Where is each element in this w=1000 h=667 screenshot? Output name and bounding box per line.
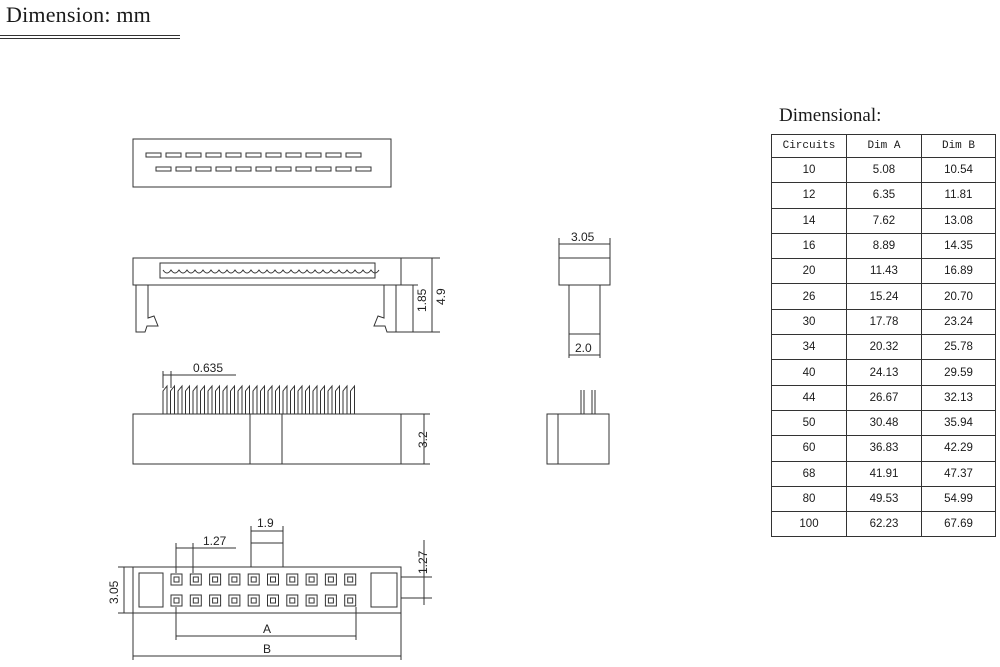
contact-cell: [268, 595, 279, 606]
column-header: Circuits: [772, 135, 847, 158]
table-cell: 32.13: [922, 385, 996, 410]
contact-pin: [193, 598, 198, 603]
table-header-row: [772, 135, 996, 158]
table-cell: 42.29: [922, 436, 996, 461]
contact-pin: [232, 598, 237, 603]
contact-pin: [251, 577, 256, 582]
contact-pin: [213, 598, 218, 603]
table-row: [772, 512, 996, 537]
table-row: [772, 461, 996, 486]
table-cell: 29.59: [922, 360, 996, 385]
contact-cell: [287, 595, 298, 606]
contact-pin: [309, 598, 314, 603]
key-width-label: 1.9: [257, 516, 274, 530]
table-cell: 10: [772, 158, 847, 183]
contact-pin: [271, 598, 276, 603]
pin-tooth: [238, 386, 242, 414]
table-cell: 34: [772, 335, 847, 360]
bottom-view: [118, 526, 432, 660]
pitch-label: 1.27: [203, 534, 227, 548]
contact-cell: [345, 595, 356, 606]
contact-pin: [348, 577, 353, 582]
table-heading: Dimensional:: [779, 105, 882, 126]
pin-tooth: [291, 386, 295, 414]
column-header: Dim A: [847, 135, 922, 158]
right-latch: [374, 285, 396, 332]
dim-a-label: A: [263, 622, 272, 636]
table-cell: 24.13: [847, 360, 922, 385]
row-pitch-label: 1.27: [416, 550, 430, 574]
top-slot: [306, 153, 321, 157]
contact-pin: [213, 577, 218, 582]
contact-pin: [328, 577, 333, 582]
contact-pin: [290, 577, 295, 582]
table-row: [772, 183, 996, 208]
contact-cell: [171, 595, 182, 606]
top-slot: [196, 167, 211, 171]
table-cell: 20.32: [847, 335, 922, 360]
pin-tooth: [313, 386, 317, 414]
top-slot: [346, 153, 361, 157]
pin-tooth: [261, 386, 265, 414]
table-row: [772, 410, 996, 435]
table-cell: 80: [772, 486, 847, 511]
front-view-contacts: [163, 270, 379, 273]
contact-pin: [174, 598, 179, 603]
left-pocket: [139, 573, 163, 607]
table-cell: 100: [772, 512, 847, 537]
table-cell: 36.83: [847, 436, 922, 461]
contact-cell: [229, 595, 240, 606]
contact-pin: [328, 598, 333, 603]
pin-tooth: [178, 386, 182, 414]
table-cell: 68: [772, 461, 847, 486]
contact-cell: [306, 595, 317, 606]
top-slot: [276, 167, 291, 171]
pin-tooth: [328, 386, 332, 414]
top-slot: [166, 153, 181, 157]
contact-pin: [232, 577, 237, 582]
table-row: [772, 233, 996, 258]
top-slot: [226, 153, 241, 157]
dim-b-label: B: [263, 642, 272, 656]
pin-tooth: [298, 386, 302, 414]
table-cell: 44: [772, 385, 847, 410]
table-cell: 17.78: [847, 309, 922, 334]
top-slot: [286, 153, 301, 157]
top-slot: [326, 153, 341, 157]
table-cell: 20: [772, 259, 847, 284]
side-view-neck: [569, 285, 600, 334]
top-slot: [316, 167, 331, 171]
height-b-label: 4.9: [434, 288, 448, 305]
contact-cell: [306, 574, 317, 585]
side-pin-view: [547, 390, 609, 464]
table-cell: 30.48: [847, 410, 922, 435]
table-cell: 7.62: [847, 208, 922, 233]
table-cell: 40: [772, 360, 847, 385]
pin-tooth: [193, 386, 197, 414]
top-slot: [216, 167, 231, 171]
contact-cell: [287, 574, 298, 585]
table-cell: 62.23: [847, 512, 922, 537]
table-cell: 35.94: [922, 410, 996, 435]
front-view-body: [133, 258, 401, 285]
table-cell: 54.99: [922, 486, 996, 511]
table-row: [772, 385, 996, 410]
table-cell: 23.24: [922, 309, 996, 334]
pin-teeth: [163, 386, 355, 414]
table-cell: 20.70: [922, 284, 996, 309]
pin-tooth: [343, 386, 347, 414]
top-slot: [246, 153, 261, 157]
top-view-outline: [133, 139, 391, 187]
contact-cell: [325, 574, 336, 585]
table-cell: 14.35: [922, 233, 996, 258]
table-row: [772, 259, 996, 284]
height-a-label: 1.85: [415, 288, 429, 312]
top-slot: [176, 167, 191, 171]
contact-cell: [345, 574, 356, 585]
side-view-top: [559, 258, 610, 285]
table-cell: 67.69: [922, 512, 996, 537]
contact-pin: [348, 598, 353, 603]
table-cell: 26.67: [847, 385, 922, 410]
contact-pin: [309, 577, 314, 582]
table-row: [772, 158, 996, 183]
table-cell: 10.54: [922, 158, 996, 183]
top-slot: [236, 167, 251, 171]
contact-pin: [251, 598, 256, 603]
side-view: [559, 238, 610, 358]
table-cell: 12: [772, 183, 847, 208]
table-cell: 11.81: [922, 183, 996, 208]
pin-tooth: [306, 386, 310, 414]
table-cell: 11.43: [847, 259, 922, 284]
contact-pin: [271, 577, 276, 582]
pin-tooth: [246, 386, 250, 414]
dimension-table: [771, 134, 996, 537]
contact-cell: [210, 574, 221, 585]
pin-view-body: [133, 414, 401, 464]
contact-grid: [171, 574, 356, 606]
side-pin-body: [547, 414, 609, 464]
side-pin-label: 2.0: [575, 341, 592, 355]
table-cell: 15.24: [847, 284, 922, 309]
pin-tooth: [336, 386, 340, 414]
top-slot: [186, 153, 201, 157]
table-cell: 50: [772, 410, 847, 435]
top-slot: [256, 167, 271, 171]
table-row: [772, 309, 996, 334]
top-slot: [296, 167, 311, 171]
table-cell: 49.53: [847, 486, 922, 511]
contact-pin: [174, 577, 179, 582]
contact-cell: [190, 574, 201, 585]
body-depth-label: 3.05: [107, 580, 121, 604]
contact-cell: [325, 595, 336, 606]
table-row: [772, 436, 996, 461]
top-view: [133, 139, 391, 187]
contact-cell: [248, 595, 259, 606]
table-cell: 5.08: [847, 158, 922, 183]
top-slot: [156, 167, 171, 171]
table-row: [772, 360, 996, 385]
top-slot: [266, 153, 281, 157]
top-slot: [336, 167, 351, 171]
table-cell: 16: [772, 233, 847, 258]
contact-cell: [171, 574, 182, 585]
table-cell: 8.89: [847, 233, 922, 258]
contact-pin: [290, 598, 295, 603]
pin-tooth: [171, 386, 175, 414]
pin-tooth: [321, 386, 325, 414]
pin-tooth: [223, 386, 227, 414]
table-row: [772, 335, 996, 360]
pin-tooth: [283, 386, 287, 414]
page-title: Dimension: mm: [6, 2, 151, 27]
pitch-top-label: 0.635: [193, 361, 224, 375]
top-slot: [206, 153, 221, 157]
pin-tooth: [163, 386, 167, 414]
top-view-slots: [146, 153, 371, 171]
pin-tooth: [186, 386, 190, 414]
table-row: [772, 486, 996, 511]
contact-cell: [268, 574, 279, 585]
front-view: [133, 258, 440, 332]
pin-tooth: [276, 386, 280, 414]
table-cell: 30: [772, 309, 847, 334]
table-row: [772, 208, 996, 233]
contact-cell: [190, 595, 201, 606]
table-cell: 26: [772, 284, 847, 309]
table-cell: 47.37: [922, 461, 996, 486]
table-cell: 41.91: [847, 461, 922, 486]
table-cell: 25.78: [922, 335, 996, 360]
contact-cell: [248, 574, 259, 585]
pin-tooth: [231, 386, 235, 414]
contact-pin: [193, 577, 198, 582]
table-cell: 60: [772, 436, 847, 461]
top-slot: [356, 167, 371, 171]
pin-tooth: [201, 386, 205, 414]
table-cell: 13.08: [922, 208, 996, 233]
body-height-label: 3.2: [416, 431, 430, 448]
polarization-key: [251, 543, 283, 567]
table-cell: 16.89: [922, 259, 996, 284]
table-row: [772, 284, 996, 309]
side-width-label: 3.05: [571, 230, 595, 244]
table-cell: 6.35: [847, 183, 922, 208]
pin-tooth: [351, 386, 355, 414]
table-cell: 14: [772, 208, 847, 233]
pin-tooth: [268, 386, 272, 414]
contact-cell: [210, 595, 221, 606]
top-slot: [146, 153, 161, 157]
right-pocket: [371, 573, 397, 607]
contact-cell: [229, 574, 240, 585]
pin-tooth: [216, 386, 220, 414]
left-latch: [136, 285, 158, 332]
column-header: Dim B: [922, 135, 996, 158]
pin-view: [133, 371, 430, 464]
pin-tooth: [208, 386, 212, 414]
pin-tooth: [253, 386, 257, 414]
